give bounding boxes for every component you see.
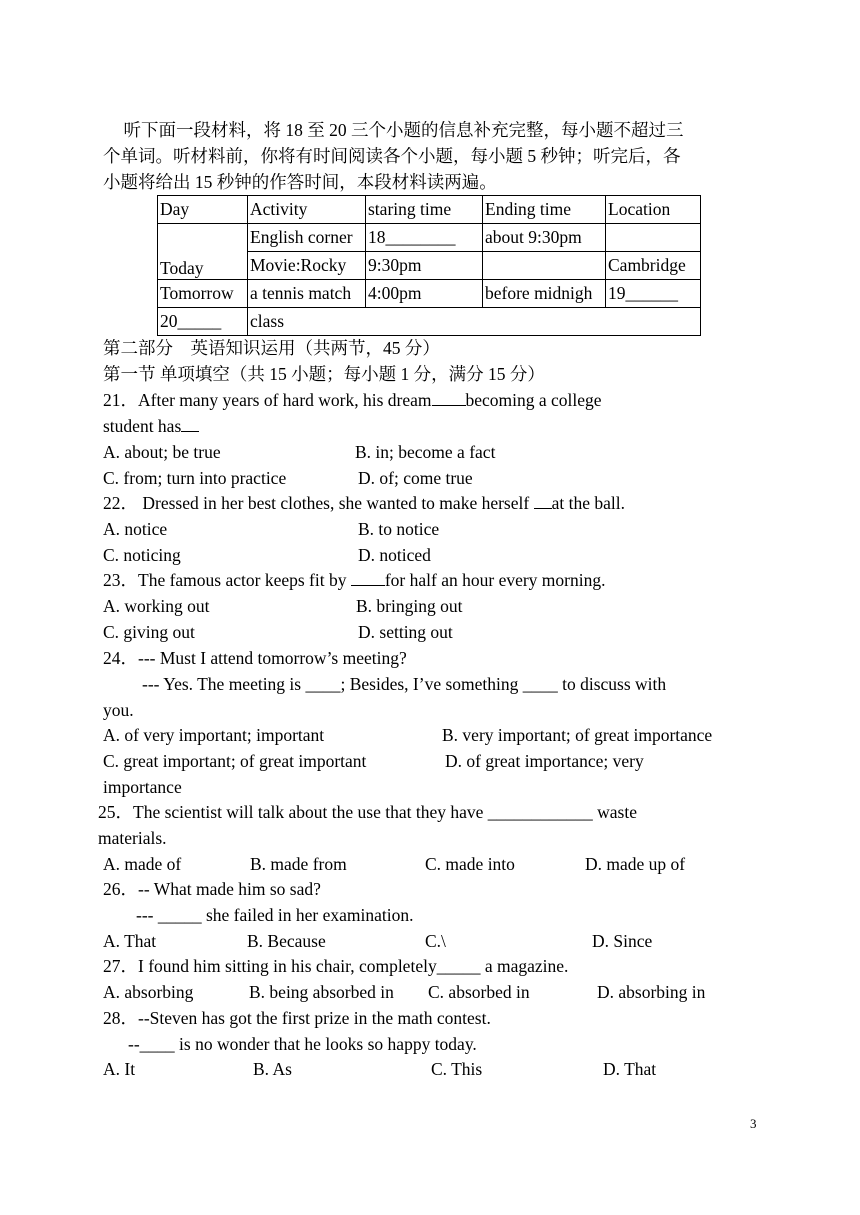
question-25-stem-cont: materials. [98,828,167,848]
table-header-cell: staring time [366,196,483,224]
answer-blank [432,405,466,406]
option-c: C. This [431,1059,483,1079]
option-b: B. in; become a fact [355,442,496,462]
question-26-stem: 26．-- What made him so sad? [103,879,321,899]
intro-line-2: 个单词。听材料前，你将有时间阅读各个小题，每小题 5 秒钟；听完后，各 [103,146,681,166]
page-number: 3 [750,1116,757,1131]
answer-blank [534,508,552,509]
section1-title: 第一节 单项填空（共 15 小题；每小题 1 分，满分 15 分） [103,364,545,384]
option-c: C. from; turn into practice [103,468,287,488]
option-a: A. absorbing [103,982,194,1002]
question-26-stem-cont: --- _____ she failed in her examination. [136,905,414,925]
table-cell: 9:30pm [366,252,483,280]
table-cell: about 9:30pm [483,224,606,252]
table-cell-blank-20: 20_____ [158,308,248,336]
option-a: A. about; be true [103,442,221,462]
option-d: D. noticed [358,545,431,565]
option-c: C.\ [425,931,446,951]
table-row [158,224,701,252]
question-27-stem: 27．I found him sitting in his chair, completely_____ a magazine. [103,956,569,976]
option-c: C. noticing [103,545,181,565]
table-row [158,280,701,308]
option-c: C. great important; of great important [103,751,367,771]
option-d: D. of; come true [358,468,473,488]
option-a: A. That [103,931,157,951]
question-text: 21．After many years of hard work, his dream [103,390,432,410]
option-d-cont: importance [103,777,182,797]
question-text: 22． Dressed in her best clothes, she wanted to make herself [103,493,534,513]
table-cell-today: Today [158,224,248,280]
option-a: A. It [103,1059,136,1079]
option-d: D. of great importance; very [445,751,644,771]
table-cell: Cambridge [606,252,701,280]
option-b: B. to notice [358,519,440,539]
option-d: D. setting out [358,622,453,642]
option-c: C. absorbed in [428,982,530,1002]
part2-title: 第二部分 英语知识运用（共两节，45 分） [103,338,440,358]
question-24-stem-cont: you. [103,700,134,720]
table-cell-blank-19: 19______ [606,280,701,308]
table-header-cell: Day [158,196,248,224]
option-c: C. giving out [103,622,195,642]
table-cell-blank-18: 18________ [366,224,483,252]
table-cell: 4:00pm [366,280,483,308]
option-b: B. being absorbed in [249,982,394,1002]
question-25-stem: 25．The scientist will talk about the use that they have ____________ waste [98,802,637,822]
answer-blank [181,431,199,432]
option-d: D. absorbing in [597,982,706,1002]
question-text: becoming a college [465,390,602,410]
table-cell: before midnigh [483,280,606,308]
table-header-row [158,196,701,224]
table-cell: class [248,308,701,336]
table-row [158,308,701,336]
option-d: D. That [603,1059,657,1079]
question-text: at the ball. [551,493,625,513]
answer-blank [351,585,385,586]
table-cell: a tennis match [248,280,366,308]
question-21-stem-cont [103,414,199,438]
option-d: D. made up of [585,854,686,874]
question-21-stem [103,388,602,412]
table-cell: Movie:Rocky [248,252,366,280]
option-c: C. made into [425,854,515,874]
question-text: 23．The famous actor keeps fit by [103,570,351,590]
table-cell [483,252,606,280]
option-b: B. very important; of great importance [442,725,713,745]
question-text: student has [103,416,182,436]
question-23-stem [103,568,605,592]
question-28-stem: 28．--Steven has got the first prize in the math contest. [103,1008,491,1028]
option-d: D. Since [592,931,653,951]
intro-line-3: 小题将给出 15 秒钟的作答时间，本段材料读两遍。 [103,172,497,192]
listening-table [157,195,701,336]
option-a: A. made of [103,854,182,874]
table-header-cell: Location [606,196,701,224]
intro-line-1: 听下面一段材料，将 18 至 20 三个小题的信息补充完整，每小题不超过三 [106,120,684,140]
table-header-cell: Ending time [483,196,606,224]
option-a: A. notice [103,519,168,539]
table-header-cell: Activity [248,196,366,224]
table-cell [606,224,701,252]
question-24-stem-cont: --- Yes. The meeting is ____; Besides, I’ve something ____ to discuss with [142,674,667,694]
option-a: A. working out [103,596,210,616]
table-cell: Tomorrow [158,280,248,308]
question-28-stem-cont: --____ is no wonder that he looks so happy today. [128,1034,477,1054]
option-a: A. of very important; important [103,725,325,745]
option-b: B. Because [247,931,326,951]
option-b: B. bringing out [356,596,463,616]
option-b: B. made from [250,854,347,874]
table-cell: English corner [248,224,366,252]
option-b: B. As [253,1059,292,1079]
question-text: for half an hour every morning. [384,570,606,590]
question-22-stem [103,491,625,515]
question-24-stem: 24．--- Must I attend tomorrow’s meeting? [103,648,407,668]
